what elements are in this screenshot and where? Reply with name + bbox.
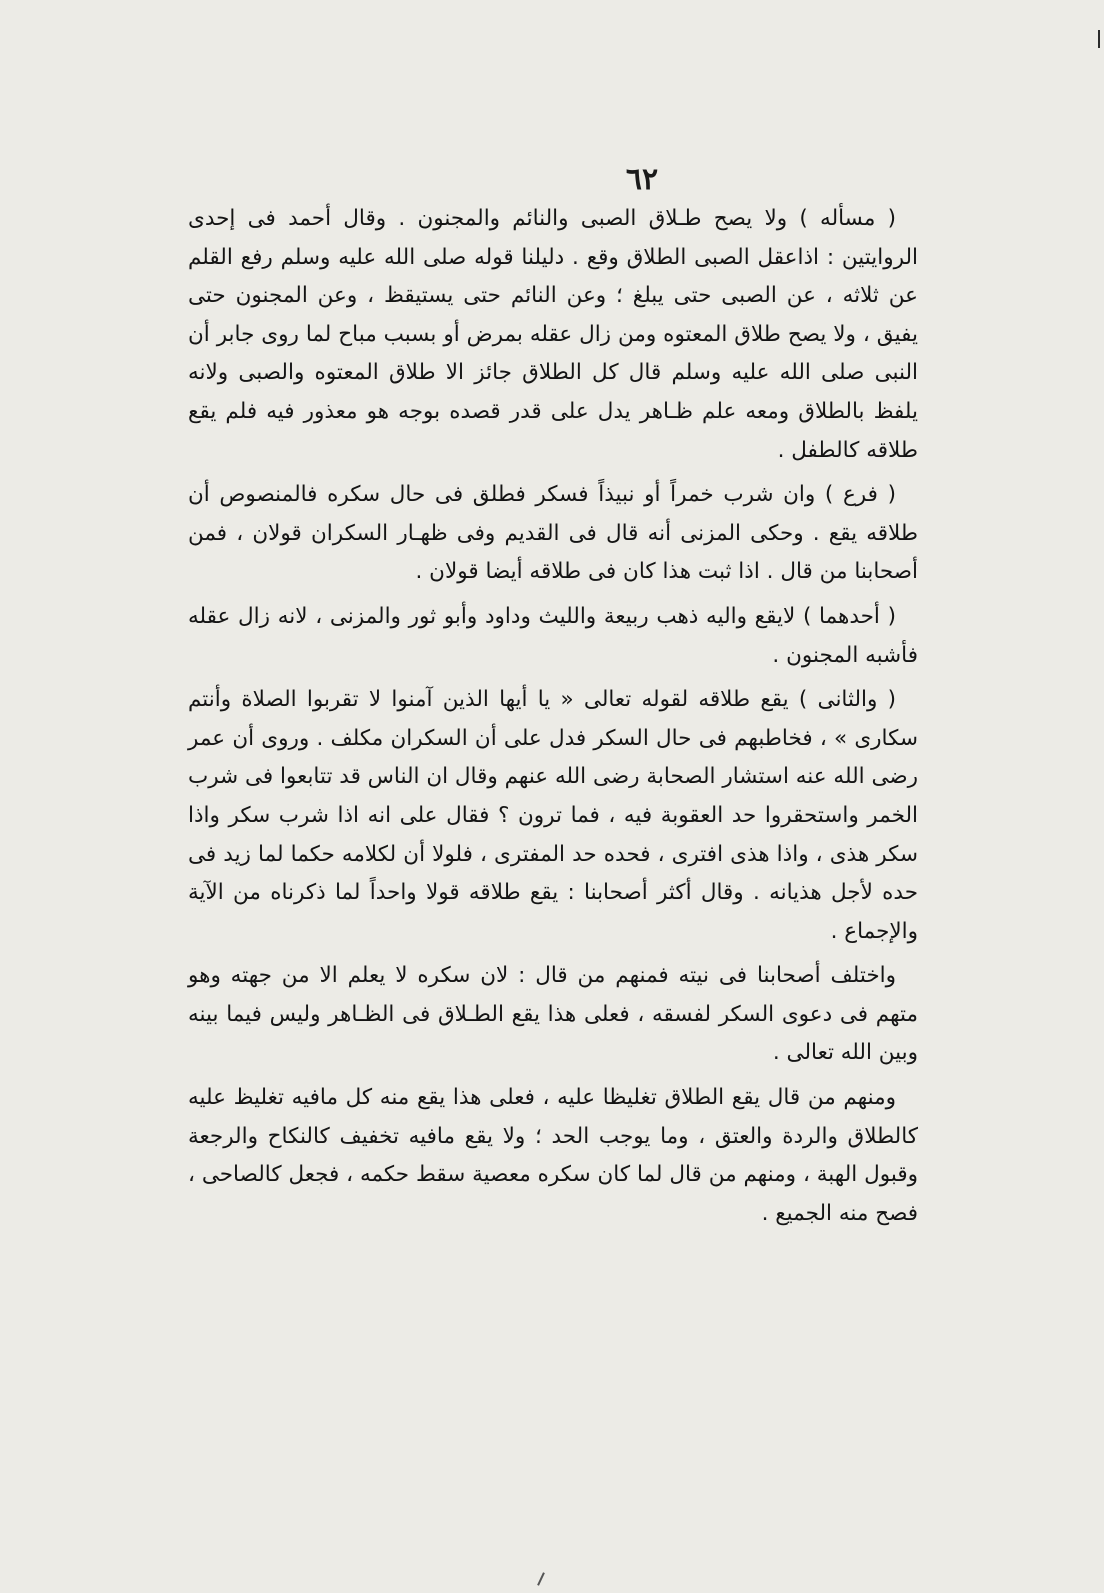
paragraph-ahaduhuma: ( أحدهما ) لايقع واليه ذهب ربيعة والليث وداود وأبو ثور والمزنى ، لانه زال عقله فأشبه المجنون . xyxy=(188,603,918,668)
paragraph-far: ( فرع ) وان شرب خمراً أو نبيذاً فسكر فطلق فى حال سكره فالمنصوص أن طلاقه يقع . وحكى المزنى أنه قال فى القديم وفى ظهـار السكران قولان ، فمن أصحابنا من قال . اذا ثبت هذا كان فى طلاقه أيضا قولان . xyxy=(188,482,918,585)
scan-bottom-mark xyxy=(537,1572,545,1586)
scan-edge-mark xyxy=(1098,30,1100,48)
paragraph-waminhum: ومنهم من قال يقع الطلاق تغليظا عليه ، فعلى هذا يقع منه كل مافيه تغليظ عليه كالطلاق والردة والعتق ، وما يوجب الحد ؛ ولا يقع مافيه تخفيف كالنكاح والرجعة وقبول الهبة ، ومنهم من قال لما كان سكره معصية سقط حكمه ، فجعل كالصاحى ، فصح منه الجميع . xyxy=(188,1085,918,1226)
paragraph-masala: ( مسأله ) ولا يصح طـلاق الصبى والنائم والمجنون . وقال أحمد فى إحدى الروايتين : اذاعقل الصبى الطلاق وقع . دليلنا قوله صلى الله عليه وسلم رفع القلم عن ثلاثه ، عن الصبى حتى يبلغ ؛ وعن النائم حتى يستيقظ ، وعن المجنون حتى يفيق ، ولا يصح طلاق المعتوه ومن زال عقله بمرض أو بسبب مباح لما روى جابر أن النبى صلى الله عليه وسلم قال كل الطلاق جائز الا طلاق المعتوه والصبى ولانه يلفظ بالطلاق ومعه علم ظـاهر يدل على قدر قصده بوجه هو معذور فيه فلم يقع طلاقه كالطفل . xyxy=(188,206,918,463)
paragraph-wakhtalafa: واختلف أصحابنا فى نيته فمنهم من قال : لان سكره لا يعلم الا من جهته وهو متهم فى دعوى السكر لفسقه ، فعلى هذا يقع الطـلاق فى الظـاهر وليس فيما بينه وبين الله تعالى . xyxy=(188,963,918,1066)
page-body-text xyxy=(188,200,918,1239)
page-number: ٦٢ xyxy=(625,162,659,197)
paragraph-waththani: ( والثانى ) يقع طلاقه لقوله تعالى « يا أيها الذين آمنوا لا تقربوا الصلاة وأنتم سكارى » ، فخاطبهم فى حال السكر فدل على أن السكران مكلف . وروى أن عمر رضى الله عنه استشار الصحابة رضى الله عنهم وقال ان الناس قد تتابعوا فى شرب الخمر واستحقروا حد العقوبة فيه ، فما ترون ؟ فقال على انه اذا شرب سكر واذا سكر هذى ، واذا هذى افترى ، فحده حد المفترى ، فلولا أن لكلامه حكما لما زيد فى حده لأجل هذيانه . وقال أكثر أصحابنا : يقع طلاقه قولا واحداً لما ذكرناه من الآية والإجماع . xyxy=(188,687,918,944)
